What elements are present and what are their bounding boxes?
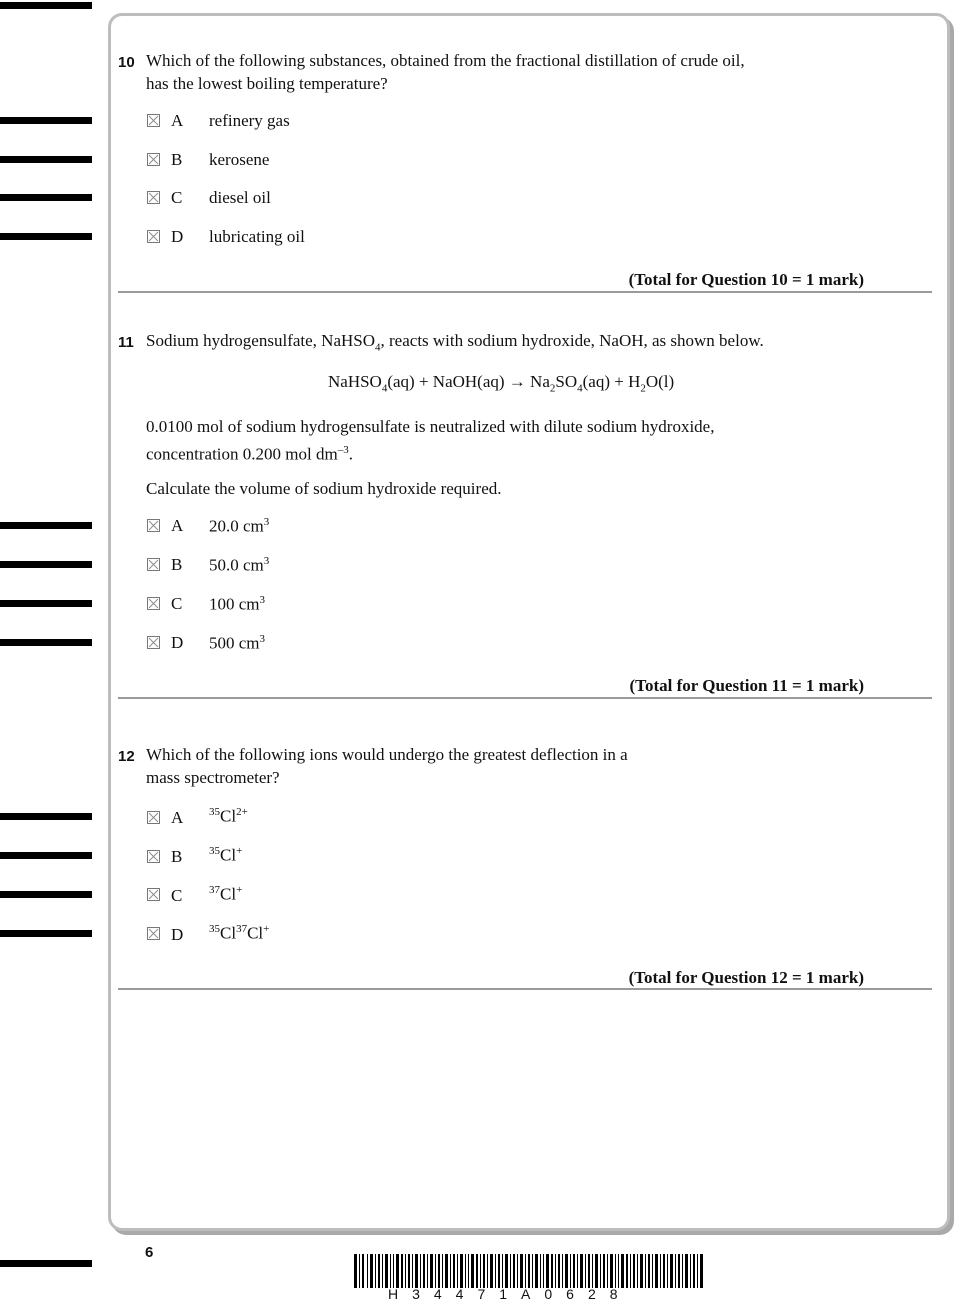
registration-mark: [0, 194, 92, 201]
option-letter: B: [171, 150, 183, 169]
option-letter: C: [171, 594, 183, 613]
registration-mark: [0, 639, 92, 646]
registration-mark: [0, 1260, 92, 1267]
barcode-number: H34471A0628: [388, 1286, 632, 1302]
answer-checkbox-d[interactable]: [147, 636, 160, 649]
option-text: $^{37}$Cl+: [209, 884, 243, 904]
divider: [118, 697, 932, 699]
answer-checkbox-c[interactable]: [147, 888, 160, 901]
question-total: (Total for Question 11 = 1 mark): [629, 676, 864, 695]
option-text: kerosene: [209, 150, 270, 169]
option-text: 100 $cm^3$: [209, 594, 266, 614]
answer-checkbox-b[interactable]: [147, 850, 160, 863]
question-text: Which of the following substances, obtained from the fractional distillation of crude oil,: [146, 51, 745, 70]
option-text: lubricating oil: [209, 227, 305, 246]
registration-mark: [0, 117, 92, 124]
answer-checkbox-a[interactable]: [147, 519, 160, 532]
answer-checkbox-d[interactable]: [147, 230, 160, 243]
answer-checkbox-c[interactable]: [147, 597, 160, 610]
option-letter: B: [171, 555, 183, 574]
option-letter: A: [171, 808, 184, 827]
option-text: $^{35}Cl^{2+}$: [209, 806, 248, 826]
page-number: 6: [145, 1244, 154, 1261]
divider: [118, 988, 932, 990]
question-number: 11: [118, 334, 134, 351]
option-letter: C: [171, 886, 183, 905]
registration-mark: [0, 156, 92, 163]
option-letter: D: [171, 633, 184, 652]
option-letter: C: [171, 188, 183, 207]
registration-mark: [0, 891, 92, 898]
option-letter: D: [171, 227, 184, 246]
answer-checkbox-a[interactable]: [147, 811, 160, 824]
option-text: diesel oil: [209, 188, 271, 207]
registration-mark: [0, 522, 92, 529]
question-instruction: Calculate the volume of sodium hydroxide required.: [146, 479, 502, 498]
registration-mark: [0, 233, 92, 240]
option-text: $^{35}$Cl+: [209, 845, 243, 865]
option-letter: D: [171, 925, 184, 944]
registration-mark: [0, 813, 92, 820]
answer-checkbox-d[interactable]: [147, 927, 160, 940]
arrow-icon: →: [508, 372, 526, 391]
barcode: [354, 1254, 704, 1288]
question-number: 12: [118, 748, 135, 765]
option-text: 500 $cm^3$: [209, 633, 266, 653]
option-text: refinery gas: [209, 111, 290, 130]
question-text: has the lowest boiling temperature?: [146, 74, 388, 93]
registration-mark: [0, 600, 92, 607]
question-total: (Total for Question 12 = 1 mark): [628, 968, 864, 987]
registration-mark: [0, 2, 92, 9]
answer-checkbox-a[interactable]: [147, 114, 160, 127]
answer-checkbox-b[interactable]: [147, 558, 160, 571]
option-text: $^{35}$Cl$^{37}$Cl+: [209, 923, 270, 943]
option-letter: A: [171, 111, 184, 130]
registration-mark: [0, 852, 92, 859]
option-text: 50.0 $cm^3$: [209, 555, 270, 575]
option-text: 20.0 $cm^3$: [209, 516, 270, 536]
chemical-equation: NaHSO$_4$(aq) + NaOH(aq) → $Na_2SO_4(aq) + H_2O(l)$: [328, 372, 675, 395]
question-text: 0.0100 mol of sodium hydrogensulfate is neutralized with dilute sodium hydroxide,: [146, 417, 715, 436]
divider: [118, 291, 932, 293]
option-letter: A: [171, 516, 184, 535]
question-text: Sodium hydrogensulfate, NaHSO$_4$, reacts with sodium hydroxide, NaOH, as shown below.: [146, 331, 764, 354]
answer-checkbox-c[interactable]: [147, 191, 160, 204]
question-total: (Total for Question 10 = 1 mark): [628, 270, 864, 289]
question-text: mass spectrometer?: [146, 768, 280, 787]
question-number: 10: [118, 54, 135, 71]
answer-checkbox-b[interactable]: [147, 153, 160, 166]
question-text: concentration 0.200 mol $dm^{-3}$.: [146, 444, 353, 464]
registration-mark: [0, 561, 92, 568]
option-letter: B: [171, 847, 183, 866]
question-text: Which of the following ions would undergo the greatest deflection in a: [146, 745, 628, 764]
registration-mark: [0, 930, 92, 937]
